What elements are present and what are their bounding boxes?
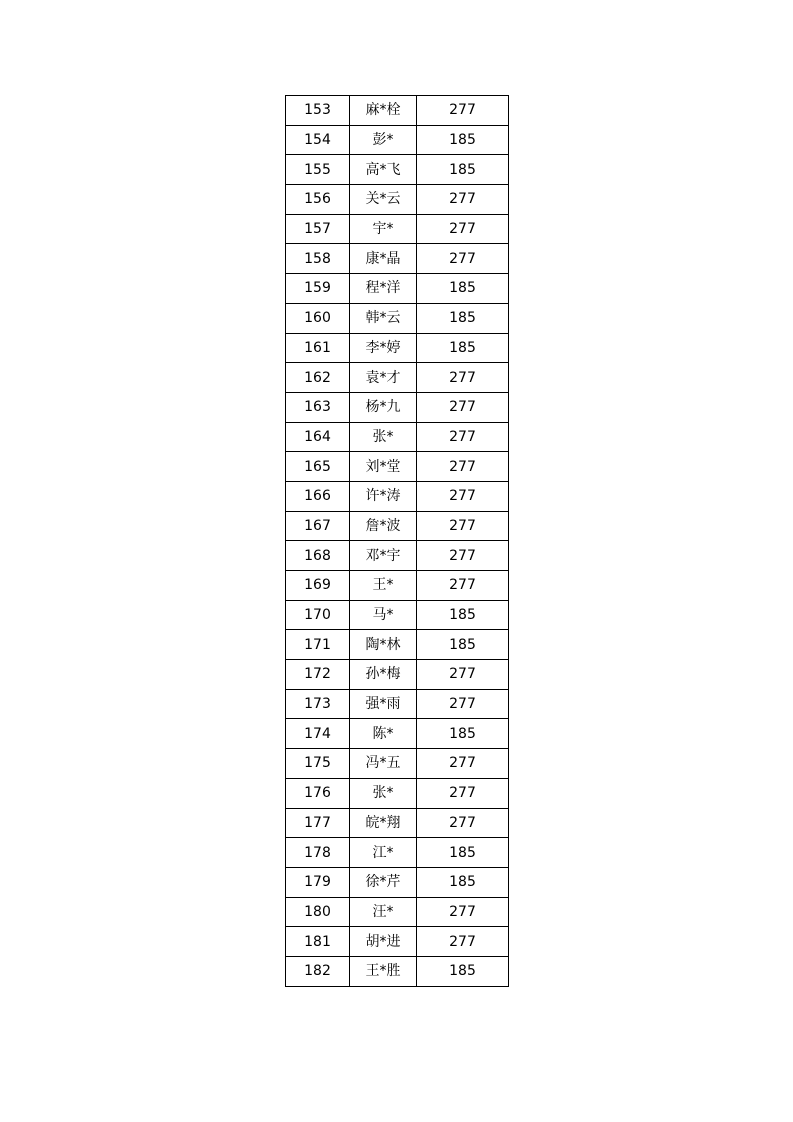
- amount-cell: 277: [417, 778, 509, 808]
- amount-cell: 185: [417, 155, 509, 185]
- row-number-cell: 176: [286, 778, 350, 808]
- table-row: [286, 778, 509, 808]
- amount-cell: 277: [417, 571, 509, 601]
- amount-cell: 277: [417, 363, 509, 393]
- table-row: [286, 155, 509, 185]
- name-cell: 胡*进: [350, 927, 417, 957]
- amount-cell: 185: [417, 838, 509, 868]
- table-row: [286, 630, 509, 660]
- row-number-cell: 169: [286, 571, 350, 601]
- amount-cell: 277: [417, 808, 509, 838]
- name-cell: 康*晶: [350, 244, 417, 274]
- amount-cell: 185: [417, 719, 509, 749]
- table-row: [286, 689, 509, 719]
- amount-cell: 277: [417, 185, 509, 215]
- row-number-cell: 159: [286, 274, 350, 304]
- row-number-cell: 182: [286, 956, 350, 986]
- table-row: [286, 867, 509, 897]
- row-number-cell: 167: [286, 511, 350, 541]
- name-cell: 王*胜: [350, 956, 417, 986]
- table-row: [286, 719, 509, 749]
- name-cell: 李*婷: [350, 333, 417, 363]
- amount-cell: 277: [417, 214, 509, 244]
- table-row: [286, 392, 509, 422]
- row-number-cell: 174: [286, 719, 350, 749]
- amount-cell: 185: [417, 630, 509, 660]
- amount-cell: 277: [417, 244, 509, 274]
- table-row: [286, 541, 509, 571]
- table-row: [286, 422, 509, 452]
- name-cell: 张*: [350, 778, 417, 808]
- name-cell: 江*: [350, 838, 417, 868]
- row-number-cell: 166: [286, 481, 350, 511]
- name-cell: 韩*云: [350, 303, 417, 333]
- table-row: [286, 838, 509, 868]
- row-number-cell: 180: [286, 897, 350, 927]
- name-cell: 强*雨: [350, 689, 417, 719]
- row-number-cell: 171: [286, 630, 350, 660]
- name-cell: 宇*: [350, 214, 417, 244]
- table-row: [286, 571, 509, 601]
- roster-table-body: [286, 96, 509, 987]
- row-number-cell: 173: [286, 689, 350, 719]
- amount-cell: 277: [417, 481, 509, 511]
- name-cell: 袁*才: [350, 363, 417, 393]
- row-number-cell: 158: [286, 244, 350, 274]
- row-number-cell: 181: [286, 927, 350, 957]
- name-cell: 陈*: [350, 719, 417, 749]
- row-number-cell: 161: [286, 333, 350, 363]
- amount-cell: 277: [417, 392, 509, 422]
- name-cell: 马*: [350, 600, 417, 630]
- amount-cell: 185: [417, 303, 509, 333]
- table-row: [286, 956, 509, 986]
- name-cell: 徐*芹: [350, 867, 417, 897]
- row-number-cell: 162: [286, 363, 350, 393]
- row-number-cell: 160: [286, 303, 350, 333]
- amount-cell: 277: [417, 749, 509, 779]
- row-number-cell: 156: [286, 185, 350, 215]
- row-number-cell: 155: [286, 155, 350, 185]
- name-cell: 关*云: [350, 185, 417, 215]
- table-row: [286, 185, 509, 215]
- row-number-cell: 177: [286, 808, 350, 838]
- amount-cell: 277: [417, 897, 509, 927]
- name-cell: 刘*堂: [350, 452, 417, 482]
- amount-cell: 185: [417, 956, 509, 986]
- name-cell: 陶*林: [350, 630, 417, 660]
- row-number-cell: 163: [286, 392, 350, 422]
- name-cell: 邓*宇: [350, 541, 417, 571]
- table-row: [286, 927, 509, 957]
- amount-cell: 277: [417, 422, 509, 452]
- amount-cell: 277: [417, 541, 509, 571]
- amount-cell: 277: [417, 927, 509, 957]
- amount-cell: 277: [417, 96, 509, 126]
- amount-cell: 277: [417, 689, 509, 719]
- table-row: [286, 303, 509, 333]
- row-number-cell: 164: [286, 422, 350, 452]
- name-cell: 汪*: [350, 897, 417, 927]
- amount-cell: 185: [417, 125, 509, 155]
- name-cell: 彭*: [350, 125, 417, 155]
- row-number-cell: 153: [286, 96, 350, 126]
- table-row: [286, 125, 509, 155]
- row-number-cell: 175: [286, 749, 350, 779]
- row-number-cell: 157: [286, 214, 350, 244]
- name-cell: 张*: [350, 422, 417, 452]
- row-number-cell: 165: [286, 452, 350, 482]
- amount-cell: 185: [417, 274, 509, 304]
- table-row: [286, 363, 509, 393]
- table-row: [286, 452, 509, 482]
- name-cell: 冯*五: [350, 749, 417, 779]
- row-number-cell: 154: [286, 125, 350, 155]
- name-cell: 许*涛: [350, 481, 417, 511]
- name-cell: 皖*翔: [350, 808, 417, 838]
- name-cell: 王*: [350, 571, 417, 601]
- name-cell: 程*洋: [350, 274, 417, 304]
- table-row: [286, 96, 509, 126]
- row-number-cell: 170: [286, 600, 350, 630]
- table-row: [286, 481, 509, 511]
- table-row: [286, 244, 509, 274]
- name-cell: 詹*波: [350, 511, 417, 541]
- table-row: [286, 749, 509, 779]
- table-row: [286, 274, 509, 304]
- table-row: [286, 600, 509, 630]
- amount-cell: 277: [417, 452, 509, 482]
- amount-cell: 185: [417, 333, 509, 363]
- table-row: [286, 897, 509, 927]
- row-number-cell: 168: [286, 541, 350, 571]
- name-cell: 高*飞: [350, 155, 417, 185]
- table-row: [286, 333, 509, 363]
- amount-cell: 277: [417, 511, 509, 541]
- name-cell: 杨*九: [350, 392, 417, 422]
- amount-cell: 277: [417, 660, 509, 690]
- table-row: [286, 660, 509, 690]
- name-cell: 麻*栓: [350, 96, 417, 126]
- row-number-cell: 179: [286, 867, 350, 897]
- roster-table: [285, 95, 509, 987]
- row-number-cell: 172: [286, 660, 350, 690]
- table-row: [286, 808, 509, 838]
- amount-cell: 185: [417, 600, 509, 630]
- amount-cell: 185: [417, 867, 509, 897]
- name-cell: 孙*梅: [350, 660, 417, 690]
- table-row: [286, 511, 509, 541]
- row-number-cell: 178: [286, 838, 350, 868]
- table-row: [286, 214, 509, 244]
